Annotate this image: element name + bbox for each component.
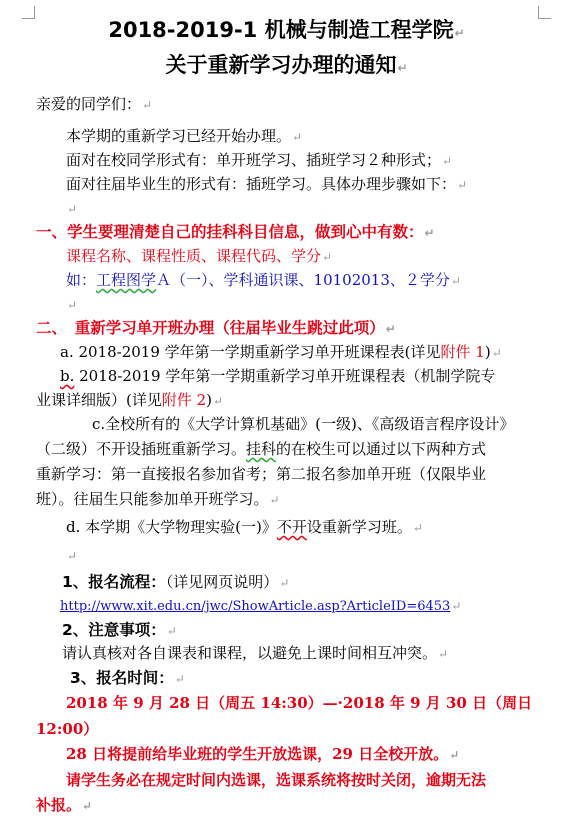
paragraph-mark: ↵ xyxy=(457,178,468,192)
empty-paragraph xyxy=(66,545,77,566)
time-line-5-text: 补报。 xyxy=(36,796,82,814)
section-1-heading xyxy=(36,222,435,243)
paragraph-mark: ↵ xyxy=(491,346,502,360)
paragraph-mark: ↵ xyxy=(424,226,435,240)
greeting xyxy=(36,94,152,115)
time-line-2-text: 12:00） xyxy=(36,720,99,738)
item-d-b: 不开 xyxy=(276,518,307,536)
time-heading xyxy=(70,668,185,689)
item-d-c: 设重新学习班。 xyxy=(306,518,412,536)
example-prefix: 如： xyxy=(66,271,97,289)
paragraph-mark: ↵ xyxy=(438,647,449,661)
paragraph-mark: ↵ xyxy=(449,748,460,762)
paragraph-mark: ↵ xyxy=(67,202,78,216)
paragraph-mark: ↵ xyxy=(292,130,303,144)
paragraph-mark: ↵ xyxy=(322,250,333,264)
paragraph-mark: ↵ xyxy=(451,599,462,613)
section-2-heading xyxy=(36,318,396,339)
intro-text-3: 面对往届毕业生的形式有：插班学习。具体办理步骤如下： xyxy=(66,175,457,193)
example-rest: Ａ（一）、学科通识课、10102013、２学分 xyxy=(156,271,450,289)
paragraph-mark: ↵ xyxy=(454,26,465,40)
time-line-3 xyxy=(66,744,459,765)
item-a-end: ) xyxy=(484,343,491,361)
item-c-line-2b: 挂科 xyxy=(246,440,277,458)
section-1-fields-text: 课程名称、课程性质、课程代码、学分 xyxy=(66,247,322,265)
paragraph-mark: ↵ xyxy=(82,799,93,813)
item-c-line-4 xyxy=(36,489,280,510)
paragraph-mark: ↵ xyxy=(385,322,396,336)
item-c-line-2 xyxy=(36,439,486,459)
paragraph-mark: ↵ xyxy=(412,521,423,535)
paragraph-mark: ↵ xyxy=(174,672,185,686)
section-1-example xyxy=(66,270,461,291)
item-b-line-2-text: 业课详细版）(详见 xyxy=(36,391,162,409)
time-line-5 xyxy=(36,795,92,816)
item-c-line-1-text: c.全校所有的《大学计算机基础》(一级)、《高级语言程序设计》 xyxy=(92,415,515,433)
paragraph-mark: ↵ xyxy=(213,394,224,408)
paragraph-mark: ↵ xyxy=(67,549,78,563)
example-course: 工程图学 xyxy=(96,271,157,289)
time-line-2 xyxy=(36,719,98,739)
item-b-line-2 xyxy=(36,390,223,411)
paragraph-mark: ↵ xyxy=(442,154,453,168)
paragraph-mark: ↵ xyxy=(67,298,78,312)
signup-heading-text: 1、报名流程： xyxy=(62,573,166,591)
intro-line-1 xyxy=(66,126,302,147)
empty-paragraph xyxy=(66,294,77,315)
time-line-1 xyxy=(66,693,532,713)
paragraph-mark: ↵ xyxy=(397,61,408,75)
paragraph-mark: ↵ xyxy=(279,576,290,590)
time-line-3-text: 28 日将提前给毕业班的学生开放选课，29 日全校开放。 xyxy=(66,745,449,763)
item-b-end: ) xyxy=(206,391,213,409)
paragraph-mark: ↵ xyxy=(269,493,280,507)
item-c-line-3-text: 重新学习：第一直接报名参加省考；第二报名参加单开班（仅限毕业 xyxy=(36,465,487,483)
item-c-line-2c: 的在校生可以通过以下两种方式 xyxy=(276,440,487,458)
time-heading-text: 3、报名时间： xyxy=(70,669,174,687)
signup-heading xyxy=(62,572,289,593)
title-line-2 xyxy=(0,51,573,82)
item-c-line-2a: （二级）不开设插班重新学习。 xyxy=(36,440,247,458)
title-text-2: 关于重新学习办理的通知 xyxy=(165,53,397,77)
section-1-fields xyxy=(66,246,332,267)
attachment-1-link[interactable]: 附件 1 xyxy=(440,343,485,361)
title-text-1: 2018-2019-1 机械与制造工程学院 xyxy=(108,18,454,42)
item-c-line-4-text: 班）。往届生只能参加单开班学习。 xyxy=(36,490,269,508)
section-2-heading-note: （往届毕业生跳过此项） xyxy=(214,319,385,337)
signup-url-line xyxy=(60,596,461,617)
item-b-line-1 xyxy=(60,366,495,386)
item-a-text: a. 2018-2019 学年第一学期重新学习单开班课程表(详见 xyxy=(60,343,441,361)
item-c-line-1 xyxy=(92,414,514,434)
item-d-a: d. 本学期《大学物理实验(一)》 xyxy=(66,518,277,536)
time-line-1-text: 2018 年 9 月 28 日（周五 14:30）—·2018 年 9 月 30 日（周日 xyxy=(66,694,533,712)
paragraph-mark: ↵ xyxy=(450,274,461,288)
time-line-4-text: 请学生务必在规定时间内选课，选课系统将按时关闭，逾期无法 xyxy=(66,771,487,789)
empty-paragraph xyxy=(66,198,77,219)
item-c-line-3 xyxy=(36,464,486,484)
signup-url-link[interactable]: http://www.xit.edu.cn/jwc/ShowArticle.asp?ArticleID=6453 xyxy=(60,599,451,614)
item-a xyxy=(60,342,502,363)
paragraph-mark: ↵ xyxy=(142,98,153,112)
notice-text-content: 请认真核对各自课表和课程，以避免上课时间相互冲突。 xyxy=(62,644,438,662)
title-line-1 xyxy=(0,16,573,47)
item-b-label: b. xyxy=(60,367,75,385)
item-d xyxy=(66,517,423,538)
section-2-heading-text: 二、 重新学习单开班办理 xyxy=(36,319,215,337)
intro-text-1: 本学期的重新学习已经开始办理。 xyxy=(66,127,292,145)
paragraph-mark: ↵ xyxy=(166,624,177,638)
intro-text-2: 面对在校同学形式有：单开班学习、插班学习２种形式； xyxy=(66,151,442,169)
time-line-4 xyxy=(66,770,486,790)
intro-line-3 xyxy=(66,174,467,195)
signup-note: （详见网页说明） xyxy=(165,573,279,591)
item-b-text: 2018-2019 学年第一学期重新学习单开班课程表（机制学院专 xyxy=(74,367,496,385)
attachment-2-link[interactable]: 附件 2 xyxy=(161,391,207,409)
section-1-heading-text: 一、学生要理清楚自己的挂科科目信息，做到心中有数： xyxy=(36,223,424,241)
greeting-text: 亲爱的同学们： xyxy=(36,95,142,113)
notice-heading xyxy=(62,620,177,641)
intro-line-2 xyxy=(66,150,452,171)
notice-heading-text: 2、注意事项： xyxy=(62,621,166,639)
notice-text xyxy=(62,643,448,664)
